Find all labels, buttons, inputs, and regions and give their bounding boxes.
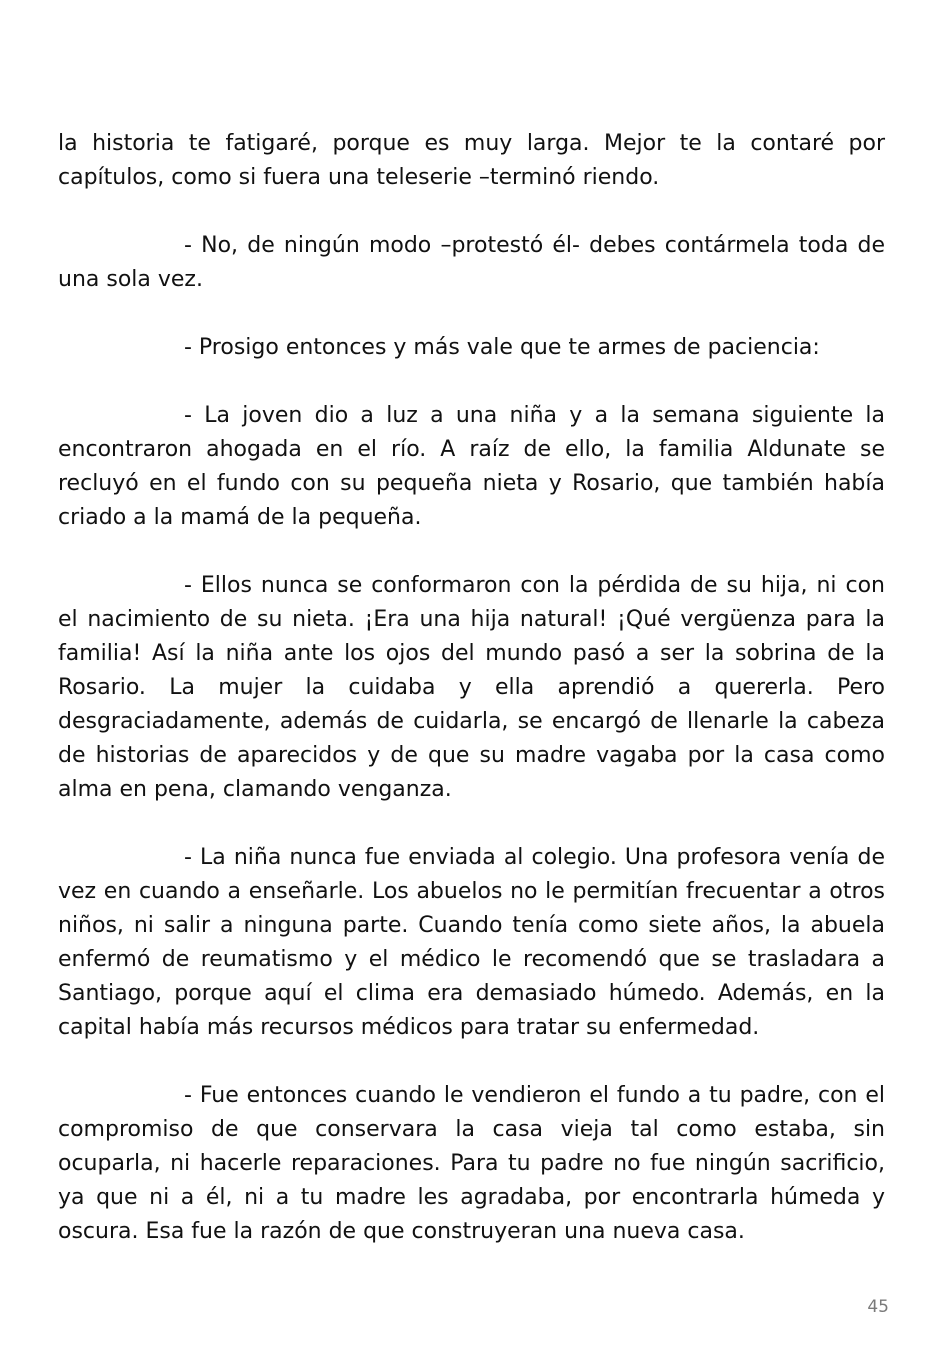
paragraph-dialogue: - Ellos nunca se conformaron con la pérdida de su hija, ni con el nacimiento de su nieta. ¡Era una hija natural! ¡Qué vergüenza para la familia! Así la niña ante los ojos del mundo pasó a ser la sobrina de la Rosario. La mujer la cuidaba y ella aprendió a quererla. Pero desgraciadamente, además de cuidarla, se encargó de llenarle la cabeza de historias de aparecidos y de que su madre vagaba por la casa como alma en pena, clamando venganza.: [58, 573, 885, 802]
paragraph-dialogue: - La joven dio a luz a una niña y a la semana siguiente la encontraron ahogada en el río. A raíz de ello, la familia Aldunate se recluyó en el fundo con su pequeña nieta y Rosario, que también había criado a la mamá de la pequeña.: [58, 403, 885, 530]
page-body: [58, 127, 885, 1249]
paragraph-continuation: la historia te fatigaré, porque es muy larga. Mejor te la contaré por capítulos, como si fuera una teleserie –terminó riendo.: [58, 131, 885, 190]
paragraph-dialogue: - La niña nunca fue enviada al colegio. Una profesora venía de vez en cuando a enseñarle. Los abuelos no le permitían frecuentar a otros niños, ni salir a ninguna parte. Cuando tenía como siete años, la abuela enfermó de reumatismo y el médico le recomendó que se trasladara a Santiago, porque aquí el clima era demasiado húmedo. Además, en la capital había más recursos médicos para tratar su enfermedad.: [58, 845, 885, 1040]
paragraph-dialogue: - No, de ningún modo –protestó él- debes contármela toda de una sola vez.: [58, 233, 885, 292]
paragraph-dialogue: - Prosigo entonces y más vale que te armes de paciencia:: [184, 335, 820, 360]
page-number: 45: [867, 1297, 889, 1317]
paragraph-dialogue: - Fue entonces cuando le vendieron el fundo a tu padre, con el compromiso de que conservara la casa vieja tal como estaba, sin ocuparla, ni hacerle reparaciones. Para tu padre no fue ningún sacrificio, ya que ni a él, ni a tu madre les agradaba, por encontrarla húmeda y oscura. Esa fue la razón de que construyeran una nueva casa.: [58, 1083, 885, 1244]
